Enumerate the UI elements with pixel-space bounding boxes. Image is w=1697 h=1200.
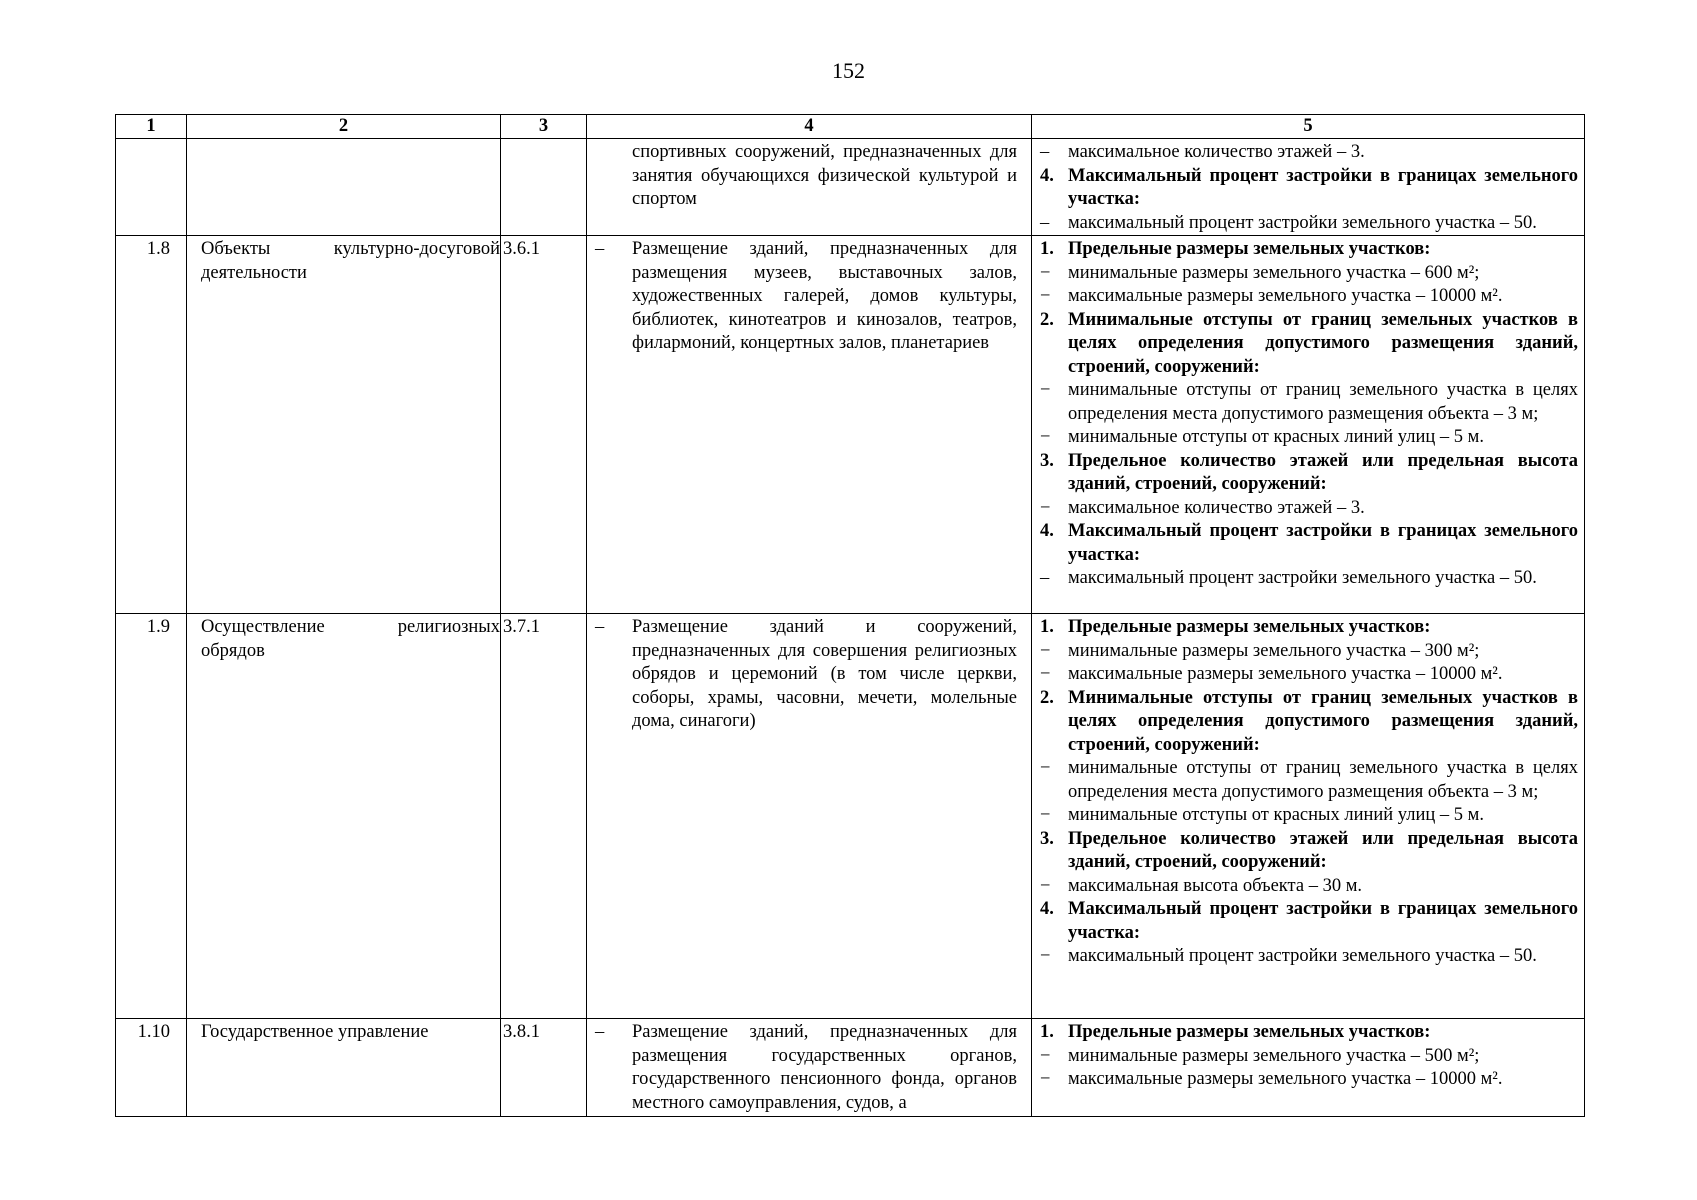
list-marker: 4. (1040, 521, 1054, 541)
parameter-heading (1040, 1021, 1578, 1045)
list-marker: 2. (1040, 687, 1054, 708)
parameter-heading (1040, 616, 1578, 640)
use-name-line: Государственное управление (201, 1022, 429, 1042)
use-description: Размещение зданий, предназначенных для размещения музеев, выставочных залов, художественных галерей, домов культуры, библиотек, кинотеатров и кинозалов, театров, филармоний, концертных залов, планетариев (632, 239, 1017, 353)
parameter-text: минимальные отступы от границ земельного участка в целях определения места допустимого размещения объекта – 3 м; (1068, 758, 1578, 802)
parameter-heading (1040, 828, 1578, 875)
parameter-text: Предельное количество этажей или предельная высота зданий, строений, сооружений: (1068, 450, 1578, 494)
use-description: спортивных сооружений, предназначенных для занятия обучающихся физической культурой и спортом (632, 142, 1017, 209)
use-code: 3.8.1 (501, 1019, 587, 1117)
parameter-heading (1040, 165, 1578, 212)
dash-marker: – (595, 617, 605, 637)
parameter-item (1040, 141, 1578, 165)
parameter-text: минимальные размеры земельного участка – 300 м²; (1068, 640, 1480, 661)
parameter-text: минимальные отступы от красных линий улиц – 5 м. (1068, 805, 1484, 825)
parameter-item (1040, 875, 1578, 899)
parameters-cell (1032, 139, 1585, 236)
list-marker: − (1040, 1045, 1051, 1066)
dash-marker: – (595, 239, 605, 259)
parameter-item (1040, 804, 1578, 828)
list-marker: – (1040, 212, 1050, 233)
parameter-text: максимальные размеры земельного участка – 10000 м². (1068, 664, 1503, 684)
use-description: Размещение зданий, предназначенных для размещения государственных органов, государственного пенсионного фонда, органов местного самоуправления, судов, а (632, 1022, 1017, 1113)
page-number: 152 (832, 58, 865, 83)
list-marker: − (1040, 664, 1051, 684)
use-name-cell (187, 139, 501, 236)
dash-marker (587, 141, 632, 212)
dash-marker: – (595, 1022, 605, 1042)
list-marker: − (1040, 427, 1051, 447)
list-marker: – (1040, 142, 1050, 162)
parameter-text: Предельное количество этажей или предельная высота зданий, строений, сооружений: (1068, 828, 1578, 872)
table-row (116, 1019, 1585, 1117)
use-name-cell (187, 1019, 501, 1117)
parameter-item (1040, 285, 1578, 309)
list-marker: − (1040, 946, 1051, 966)
zoning-table (115, 114, 1585, 1117)
parameter-item (1040, 497, 1578, 521)
header-col-3: 3 (501, 115, 587, 139)
parameter-text: минимальные размеры земельного участка – 600 м²; (1068, 262, 1480, 283)
parameters-cell (1032, 236, 1585, 614)
parameter-text: Минимальные отступы от границ земельных участков в целях определения допустимого размещения зданий, строений, сооружений: (1068, 309, 1578, 377)
list-marker: − (1040, 640, 1051, 661)
list-marker: 3. (1040, 450, 1054, 471)
list-marker: 4. (1040, 165, 1054, 186)
parameter-item (1040, 663, 1578, 687)
parameter-heading (1040, 687, 1578, 758)
parameter-text: максимальные размеры земельного участка – 10000 м². (1068, 1069, 1503, 1089)
list-marker: − (1040, 286, 1051, 306)
parameter-item (1040, 262, 1578, 286)
use-code: 3.6.1 (501, 236, 587, 614)
row-number: 1.10 (116, 1019, 187, 1117)
parameter-heading (1040, 450, 1578, 497)
parameter-text: максимальный процент застройки земельного участка – 50. (1068, 946, 1537, 966)
use-code (501, 139, 587, 236)
use-name-line: Объекты культурно-досуговой (201, 239, 500, 259)
use-description-cell (587, 1019, 1032, 1117)
parameter-heading (1040, 309, 1578, 380)
use-name-cell (187, 614, 501, 1019)
parameter-text: Предельные размеры земельных участков: (1068, 617, 1431, 637)
parameter-item (1040, 1068, 1578, 1092)
header-row (116, 115, 1585, 139)
use-code: 3.7.1 (501, 614, 587, 1019)
use-description-cell (587, 139, 1032, 236)
parameter-item (1040, 1045, 1578, 1069)
use-name-line: деятельности (201, 262, 307, 283)
list-marker: 3. (1040, 828, 1054, 849)
parameter-text: минимальные размеры земельного участка – 500 м²; (1068, 1045, 1480, 1066)
list-marker: 1. (1040, 1022, 1054, 1042)
parameter-item (1040, 212, 1578, 236)
parameter-text: Максимальный процент застройки в границах земельного участка: (1068, 899, 1578, 943)
list-marker: 1. (1040, 617, 1054, 637)
parameter-text: максимальный процент застройки земельного участка – 50. (1068, 568, 1537, 588)
parameter-heading (1040, 520, 1578, 567)
row-number (116, 139, 187, 236)
parameter-text: максимальная высота объекта – 30 м. (1068, 875, 1363, 896)
parameter-text: Максимальный процент застройки в границах земельного участка: (1068, 165, 1578, 209)
parameter-text: минимальные отступы от красных линий улиц – 5 м. (1068, 427, 1484, 447)
parameter-heading (1040, 898, 1578, 945)
list-marker: 4. (1040, 899, 1054, 919)
list-marker: 1. (1040, 239, 1054, 259)
use-description: Размещение зданий и сооружений, предназначенных для совершения религиозных обрядов и церемоний (в том числе церкви, соборы, храмы, часовни, мечети, молельные дома, синагоги) (632, 617, 1017, 731)
use-name-line: Осуществление религиозных (201, 617, 500, 637)
header-col-4: 4 (587, 115, 1032, 139)
parameter-item (1040, 757, 1578, 804)
parameter-text: Предельные размеры земельных участков: (1068, 239, 1431, 259)
row-number: 1.9 (116, 614, 187, 1019)
parameter-heading (1040, 238, 1578, 262)
list-marker: − (1040, 262, 1051, 283)
row-number: 1.8 (116, 236, 187, 614)
parameters-cell (1032, 614, 1585, 1019)
header-col-5: 5 (1032, 115, 1585, 139)
table-row (116, 236, 1585, 614)
use-description-cell (587, 236, 1032, 614)
use-description-cell (587, 614, 1032, 1019)
parameter-text: минимальные отступы от границ земельного участка в целях определения места допустимого размещения объекта – 3 м; (1068, 380, 1578, 424)
list-marker: – (1040, 568, 1050, 588)
list-marker: − (1040, 497, 1051, 518)
parameter-text: Максимальный процент застройки в границах земельного участка: (1068, 521, 1578, 565)
parameter-text: максимальное количество этажей – 3. (1068, 142, 1365, 162)
parameter-text: Минимальные отступы от границ земельных участков в целях определения допустимого размещения зданий, строений, сооружений: (1068, 687, 1578, 755)
parameter-text: максимальный процент застройки земельного участка – 50. (1068, 212, 1537, 233)
list-marker: − (1040, 875, 1051, 896)
list-marker: 2. (1040, 309, 1054, 330)
parameter-item (1040, 379, 1578, 426)
list-marker: − (1040, 758, 1051, 778)
parameters-cell (1032, 1019, 1585, 1117)
parameter-text: Предельные размеры земельных участков: (1068, 1022, 1431, 1042)
list-marker: − (1040, 380, 1051, 400)
use-name-cell (187, 236, 501, 614)
parameter-item (1040, 426, 1578, 450)
use-name-line: обрядов (201, 640, 265, 661)
parameter-item (1040, 945, 1578, 969)
parameter-text: максимальное количество этажей – 3. (1068, 497, 1365, 518)
list-marker: − (1040, 1069, 1051, 1089)
table-row (116, 614, 1585, 1019)
parameter-item (1040, 567, 1578, 591)
table-row (116, 139, 1585, 236)
parameter-text: максимальные размеры земельного участка – 10000 м². (1068, 286, 1503, 306)
header-col-2: 2 (187, 115, 501, 139)
parameter-item (1040, 640, 1578, 664)
list-marker: − (1040, 805, 1051, 825)
header-col-1: 1 (116, 115, 187, 139)
